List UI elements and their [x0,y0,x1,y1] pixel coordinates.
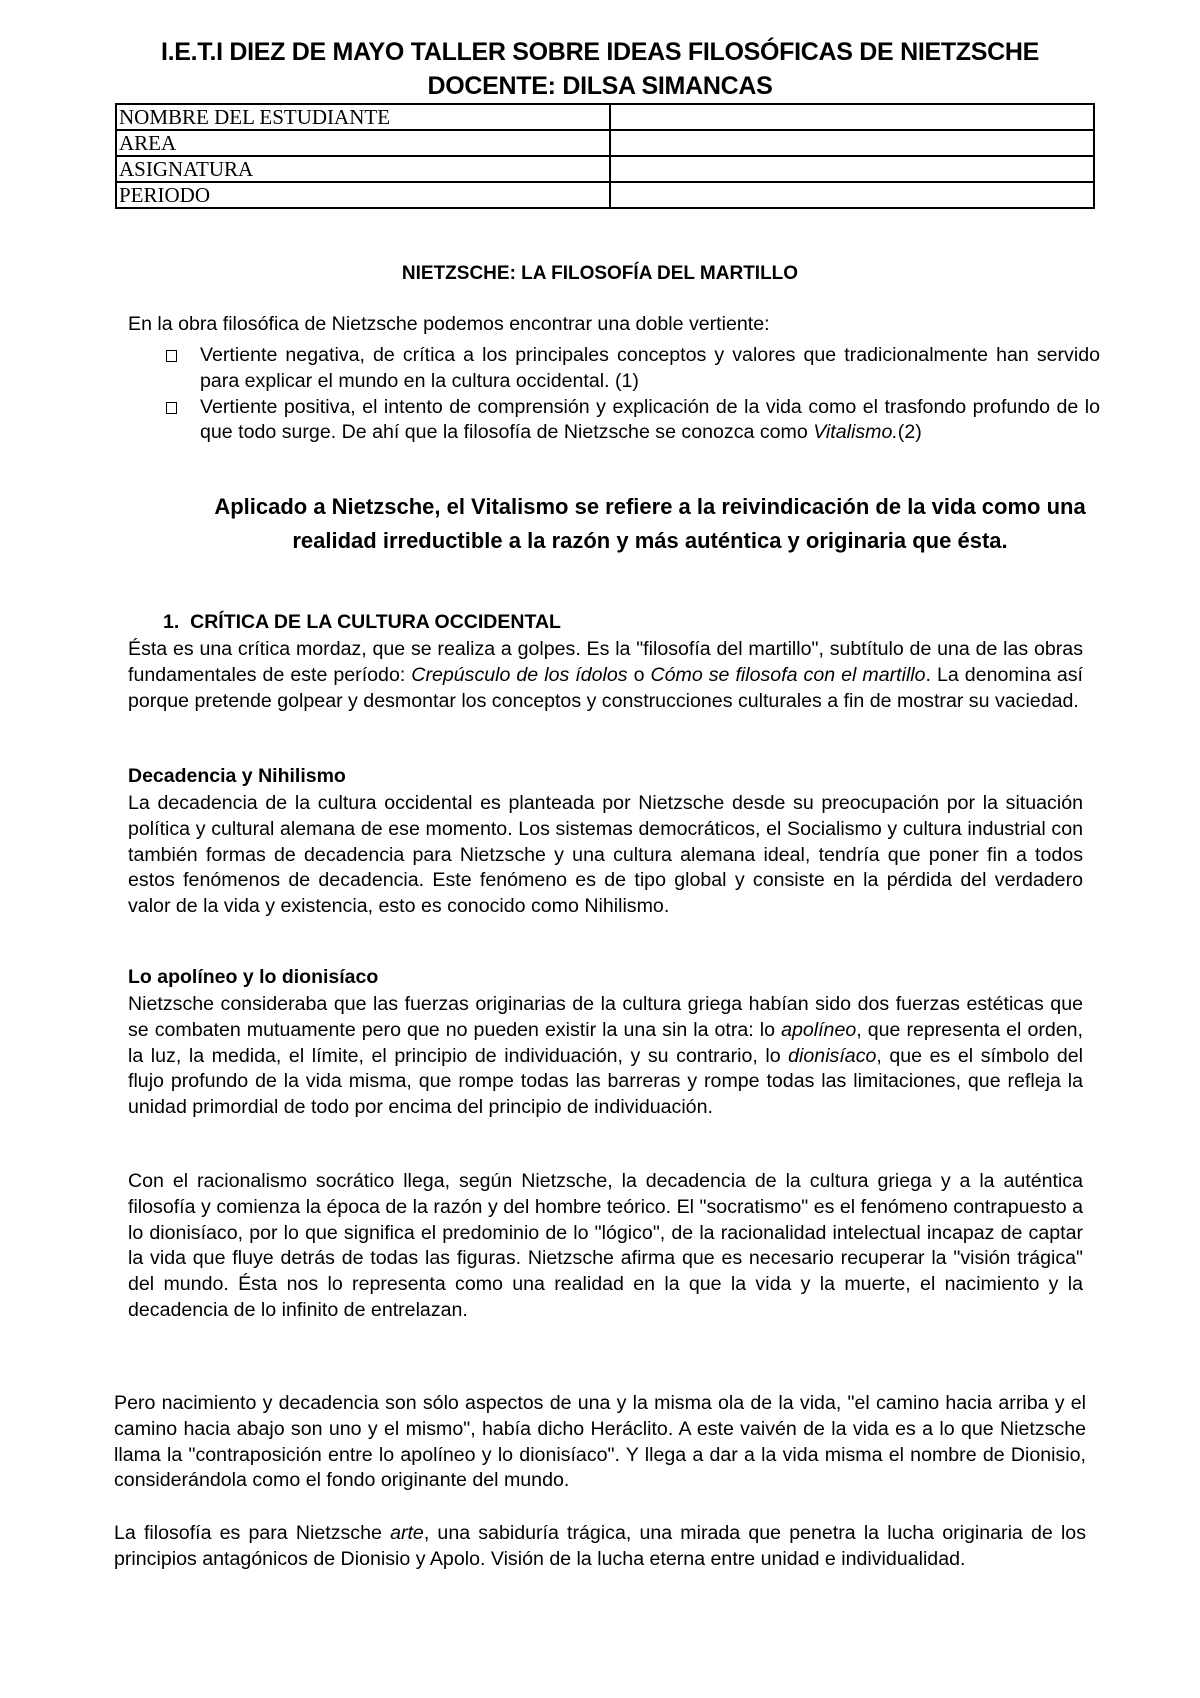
header-teacher: DOCENTE: DILSA SIMANCAS [427,72,773,100]
list-item [166,395,1100,447]
section-title: CRÍTICA DE LA CULTURA OCCIDENTAL [190,611,561,633]
text-run: , que representa el orden, la luz, la medida, el límite, el principio de individuación, y su contrario, lo [128,1018,1083,1067]
term-italic: apolíneo [781,1018,857,1041]
header-school-title: I.E.T.I DIEZ DE MAYO TALLER SOBRE IDEAS FILOSÓFICAS DE NIETZSCHE [160,38,1040,66]
subheading-apolineo: Lo apolíneo y lo dionisíaco [128,966,379,988]
checkbox-bullet-icon [166,402,177,414]
book-subtitle-italic: Cómo se filosofa con el martillo [650,663,926,686]
period-label: PERIODO [116,182,610,208]
list-item [166,343,1100,395]
bullet-italic-term: Vitalismo. [813,421,898,444]
period-field[interactable] [610,182,1094,208]
table-row [116,156,1094,182]
text-run: La filosofía es para Nietzsche [114,1522,391,1544]
text-run: o [627,663,651,686]
area-label: AREA [116,130,610,156]
term-italic: dionisíaco [788,1044,877,1067]
intro-paragraph: En la obra filosófica de Nietzsche podemos encontrar una doble vertiente: [128,313,770,335]
document-title: NIETZSCHE: LA FILOSOFÍA DEL MARTILLO [401,263,799,284]
text-run: . La denomina así porque pretende golpear y desmontar los conceptos y construcciones culturales a fin de mostrar su vaciedad. [128,663,1083,712]
section1-paragraph [128,637,1083,714]
subject-field[interactable] [610,156,1094,182]
bullet-list [166,343,1100,446]
student-name-field[interactable] [610,104,1094,130]
text-run: Ésta es una crítica mordaz, que se realiza a golpes. Es la "filosofía del martillo", subtítulo de una de las obras fundamentales de este período: [128,638,1083,686]
decadencia-paragraph: La decadencia de la cultura occidental es planteada por Nietzsche desde su preocupación por la situación política y cultural alemana de ese momento. Los sistemas democráticos, el Socialismo y cultura industrial con también formas de decadencia para Nietzsche y una cultura alemana ideal, tendría que poner fin a todos estos fenómenos de decadencia. Este fenómeno es de tipo global y consiste en la pérdida del verdadero valor de la vida y existencia, esto es conocido como Nihilismo. [128,792,1083,918]
text-run: Nietzsche consideraba que las fuerzas originarias de la cultura griega habían sido dos fuerzas estéticas que se combaten mutuamente pero que no pueden existir la una sin la otra: lo [128,993,1083,1041]
checkbox-bullet-icon [166,350,177,362]
closing-paragraph-1: Pero nacimiento y decadencia son sólo aspectos de una y la misma ola de la vida, "el camino hacia arriba y el camino hacia abajo son uno y el mismo", había dicho Heráclito. A este vaivén de la vida es a lo que Nietzsche llama la "contraposición entre lo apolíneo y lo dionisíaco". Y llega a dar a la vida misma el nombre de Dionisio, considerándola como el fondo originante del mundo. [114,1392,1086,1492]
subject-label: ASIGNATURA [116,156,610,182]
bullet-footnote-ref: (2) [897,421,922,444]
table-row [116,182,1094,208]
student-name-label: NOMBRE DEL ESTUDIANTE [116,104,610,130]
section-heading [163,611,561,634]
closing-paragraph-2 [114,1521,1086,1573]
section-number: 1. [163,611,180,633]
book-title-italic: Crepúsculo de los ídolos [411,663,628,686]
subheading-decadencia: Decadencia y Nihilismo [128,765,346,787]
apolineo-paragraph [128,992,1083,1121]
table-row [116,130,1094,156]
text-run: , que es el símbolo del flujo profundo de la vida misma, que rompe todas las barreras y rompe todas las limitaciones, que refleja la unidad primordial de todo por encima del principio de individuación. [128,1044,1084,1119]
bullet-text-positive: Vertiente positiva, el intento de comprensión y explicación de la vida como el trasfondo profundo de lo que todo surge. De ahí que la filosofía de Nietzsche se conozca como [200,395,1100,444]
area-field[interactable] [610,130,1094,156]
student-info-table [115,103,1095,209]
bullet-text-negative: Vertiente negativa, de crítica a los principales conceptos y valores que tradicionalmente han servido para explicar el mundo en la cultura occidental. (1) [200,344,1100,392]
text-run: , una sabiduría trágica, una mirada que penetra la lucha originaria de los principios antagónicos de Dionisio y Apolo. Visión de la lucha eterna entre unidad e individualidad. [114,1522,1086,1570]
vitalism-quote: Aplicado a Nietzsche, el Vitalismo se refiere a la reivindicación de la vida como una realidad irreductible a la razón y más auténtica y originaria que ésta. [214,494,1086,553]
term-italic: arte [390,1522,424,1544]
table-row [116,104,1094,130]
socratism-paragraph: Con el racionalismo socrático llega, según Nietzsche, la decadencia de la cultura griega y a la auténtica filosofía y comienza la época de la razón y del hombre teórico. El "socratismo" es el fenómeno contrapuesto a lo dionisíaco, por lo que significa el predominio de lo "lógico", de la racionalidad intelectual incapaz de captar la vida que fluye detrás de todas las figuras. Nietzsche afirma que es necesario recuperar la "visión trágica" del mundo. Ésta nos lo representa como una realidad en la que la vida y la muerte, el nacimiento y la decadencia de lo infinito de entrelazan. [128,1170,1083,1321]
